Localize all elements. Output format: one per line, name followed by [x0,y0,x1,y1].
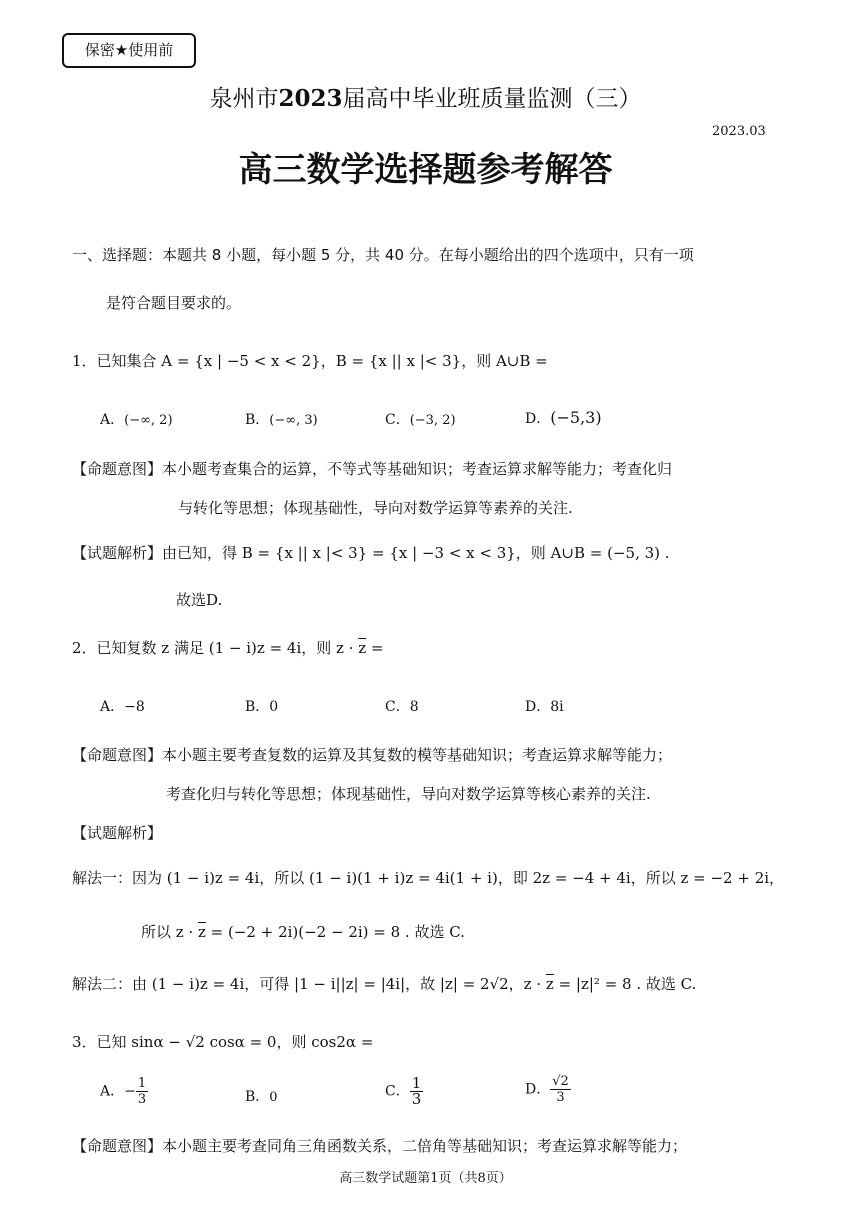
confidential-label: 保密★使用前 [62,33,196,68]
q2-option-a-text: −8 [124,699,145,715]
q2-method1-line2-part2: = (−2 + 2i)(−2 − 2i) = 8 . 故选 C. [205,923,465,941]
q1-option-a [100,409,173,432]
q3-option-c [385,1076,423,1107]
section-heading-line1: 一、选择题：本题共 8 小题，每小题 5 分，共 40 分。在每小题给出的四个选项中，只有一项 [72,246,694,264]
q3-option-a [100,1076,148,1107]
q3-option-d [525,1074,571,1105]
q3-option-d-label: D． [525,1081,551,1098]
q2-option-b [245,696,278,718]
q3-option-a-label: A． [100,1083,125,1100]
q2-method1-line1: 解法一：因为 (1 − i)z = 4i，所以 (1 − i)(1 + i)z = 4i(1 + i)，即 2z = −4 + 4i，所以 z = −2 + 2i， [72,869,785,887]
q3-option-a-fraction [136,1076,148,1107]
q3-option-a-numerator: 1 [137,1076,147,1091]
q1-option-b-text: (−∞, 3) [269,413,318,428]
q2-intent-line1: 【命题意图】本小题主要考查复数的运算及其复数的模等基础知识；考查运算求解等能力； [72,746,673,764]
q2-method2-conjugate: $\overline{z}$ [545,975,554,993]
q2-method1-line2 [141,921,465,943]
q3-option-a-sign: − [124,1083,136,1100]
q3-intent-line1: 【命题意图】本小题主要考查同角三角函数关系，二倍角等基础知识；考查运算求解等能力； [72,1137,688,1155]
q3-option-c-label: C． [385,1083,410,1100]
page-title: 高三数学选择题参考解答 [238,150,613,190]
q2-option-a [100,696,145,718]
q1-option-c [385,409,456,432]
q2-method1-conjugate: $\overline{z}$ [197,923,206,941]
page-footer: 高三数学试题第1页（共8页） [339,1171,512,1186]
exam-title [0,84,851,114]
exam-date: 2023.03 [712,124,766,139]
q2-analysis-title: 【试题解析】 [72,824,163,842]
q2-option-d-label: D． [525,699,551,715]
q1-analysis-line2: 故选D. [176,591,223,609]
q1-intent-line2: 与转化等思想；体现基础性，导向对数学运算等素养的关注. [178,499,573,517]
q2-option-c-text: 8 [409,699,419,715]
q1-option-d [525,407,602,430]
q3-option-c-numerator: 1 [411,1074,422,1092]
q1-option-d-label: D． [525,411,551,427]
q3-stem: 3．已知 sinα − √2 cosα = 0，则 cos2α = [72,1033,374,1051]
q2-stem-part2: = [366,639,384,657]
q1-option-c-label: C． [385,412,410,428]
q1-analysis-line1: 【试题解析】由已知，得 B = {x || x |< 3} = {x | −3 < x < 3}，则 A∪B = (−5, 3) . [72,544,670,562]
q2-option-c [385,696,419,718]
exam-title-suffix: 届高中毕业班质量监测（三） [342,86,642,112]
q1-intent-line1: 【命题意图】本小题考查集合的运算，不等式等基础知识；考查运算求解等能力；考查化归 [72,460,673,478]
q2-stem [72,637,383,659]
q2-option-d-text: 8i [550,699,564,715]
q1-stem: 1．已知集合 A = {x | −5 < x < 2}，B = {x || x |< 3}，则 A∪B = [72,352,548,370]
q1-option-d-text: (−5,3) [550,408,602,427]
q3-option-d-fraction [550,1074,571,1105]
q1-option-c-text: (−3, 2) [409,413,456,428]
q1-option-b [245,409,318,432]
q2-method2-part2: = |z|² = 8 . 故选 C. [553,975,697,993]
q2-method1-line2-part1: 所以 z · [141,923,198,941]
section-heading-line2: 是符合题目要求的。 [106,294,242,312]
q1-option-b-label: B． [245,412,270,428]
q3-option-c-denominator: 3 [411,1090,422,1108]
q2-stem-conjugate: $\overline{z}$ [358,639,367,657]
q2-method2-part1: 解法二：由 (1 − i)z = 4i，可得 |1 − i||z| = |4i|，故 |z| = 2√2，z · [72,975,546,993]
exam-title-prefix: 泉州市 [209,86,279,112]
exam-year: 2023 [278,85,343,112]
q2-option-c-label: C． [385,699,410,715]
q2-option-d [525,696,564,718]
q3-option-b [245,1086,278,1109]
q2-option-b-text: 0 [269,699,279,715]
q2-stem-part1: 2．已知复数 z 满足 (1 − i)z = 4i，则 z · [72,639,359,657]
q2-intent-line2: 考查化归与转化等思想；体现基础性，导向对数学运算等核心素养的关注. [166,785,651,803]
q3-option-d-denominator: 3 [556,1090,565,1105]
q3-option-c-fraction [410,1076,424,1107]
q2-option-a-label: A． [100,699,125,715]
q3-option-b-label: B． [245,1089,270,1105]
q3-option-d-numerator: √2 [552,1074,569,1089]
q3-option-a-denominator: 3 [137,1092,147,1107]
q1-option-a-text: (−∞, 2) [124,413,173,428]
q3-option-b-text: 0 [269,1090,278,1105]
q2-option-b-label: B． [245,699,270,715]
q2-method2 [72,973,696,995]
q1-option-a-label: A． [100,412,125,428]
